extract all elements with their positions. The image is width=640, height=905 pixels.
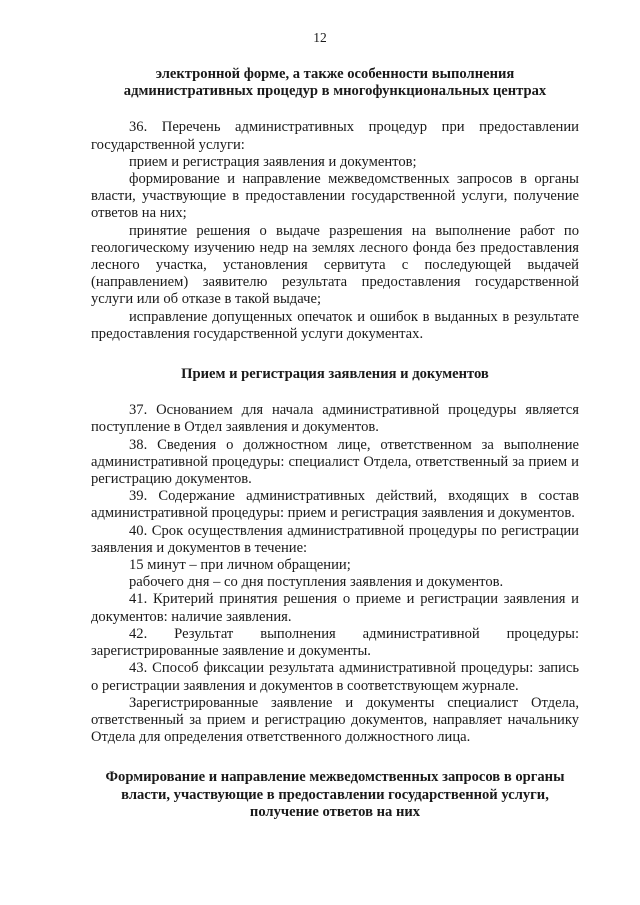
- section-heading-reception: [91, 366, 579, 383]
- document-body: [91, 66, 579, 821]
- heading-line: электронной форме, а также особенности выполнения: [155, 66, 515, 82]
- section-heading-interagency: [91, 769, 579, 821]
- list-item-term: рабочего дня – со дня поступления заявления и документов.: [129, 574, 504, 591]
- paragraph-39: 39. Содержание административных действий, входящих в состав административной процедуры: прием и регистрация заявления и документов.: [91, 488, 579, 522]
- list-item-procedure: прием и регистрация заявления и документов;: [129, 153, 417, 170]
- list-item-procedure: формирование и направление межведомственных запросов в органы власти, участвующие в предоставлении государственной услуги, получение ответов на них;: [91, 171, 579, 222]
- heading-line: административных процедур в многофункциональных центрах: [123, 83, 547, 100]
- paragraph-42: 42. Результат выполнения административной процедуры: зарегистрированные заявление и документы.: [91, 625, 579, 660]
- paragraph-36: 36. Перечень административных процедур при предоставлении государственной услуги:: [91, 119, 579, 153]
- list-item-procedure: принятие решения о выдаче разрешения на выполнение работ по геологическому изучению недр на землях лесного фонда без предоставления лесного участка, установления сервитута с последующей выдачей (направлением) заявителю результата предоставления государственной услуги или об отказе в такой выдаче;: [91, 222, 579, 308]
- paragraph-38: 38. Сведения о должностном лице, ответственном за выполнение административной процедуры: специалист Отдела, ответственный за прием и регистрацию документов.: [91, 436, 579, 488]
- paragraph-43: 43. Способ фиксации результата административной процедуры: запись о регистрации заявления и документов в соответствующем журнале.: [91, 660, 579, 694]
- paragraph-41: 41. Критерий принятия решения о приеме и регистрации заявления и документов: наличие заявления.: [91, 591, 579, 625]
- list-item-term: 15 минут – при личном обращении;: [129, 557, 351, 574]
- heading-line: получение ответов на них: [249, 803, 421, 820]
- heading-line: Формирование и направление межведомственных запросов в органы: [105, 769, 565, 786]
- paragraph-registered: Зарегистрированные заявление и документы специалист Отдела, ответственный за прием и регистрацию документов, направляет начальнику Отдела для определения ответственного должностного лица.: [91, 694, 579, 746]
- page-number: 12: [313, 30, 327, 45]
- heading-line: Прием и регистрация заявления и документов: [181, 366, 489, 383]
- section-heading-mfc: [91, 66, 579, 100]
- paragraph-40: 40. Срок осуществления административной процедуры по регистрации заявления и документов в течение:: [91, 522, 579, 556]
- paragraph-37: 37. Основанием для начала административной процедуры является поступление в Отдел заявления и документов.: [91, 402, 579, 436]
- list-item-procedure: исправление допущенных опечаток и ошибок в выданных в результате предоставления государственной услуги документах.: [91, 308, 579, 342]
- heading-line: власти, участвующие в предоставлении государственной услуги,: [121, 786, 549, 803]
